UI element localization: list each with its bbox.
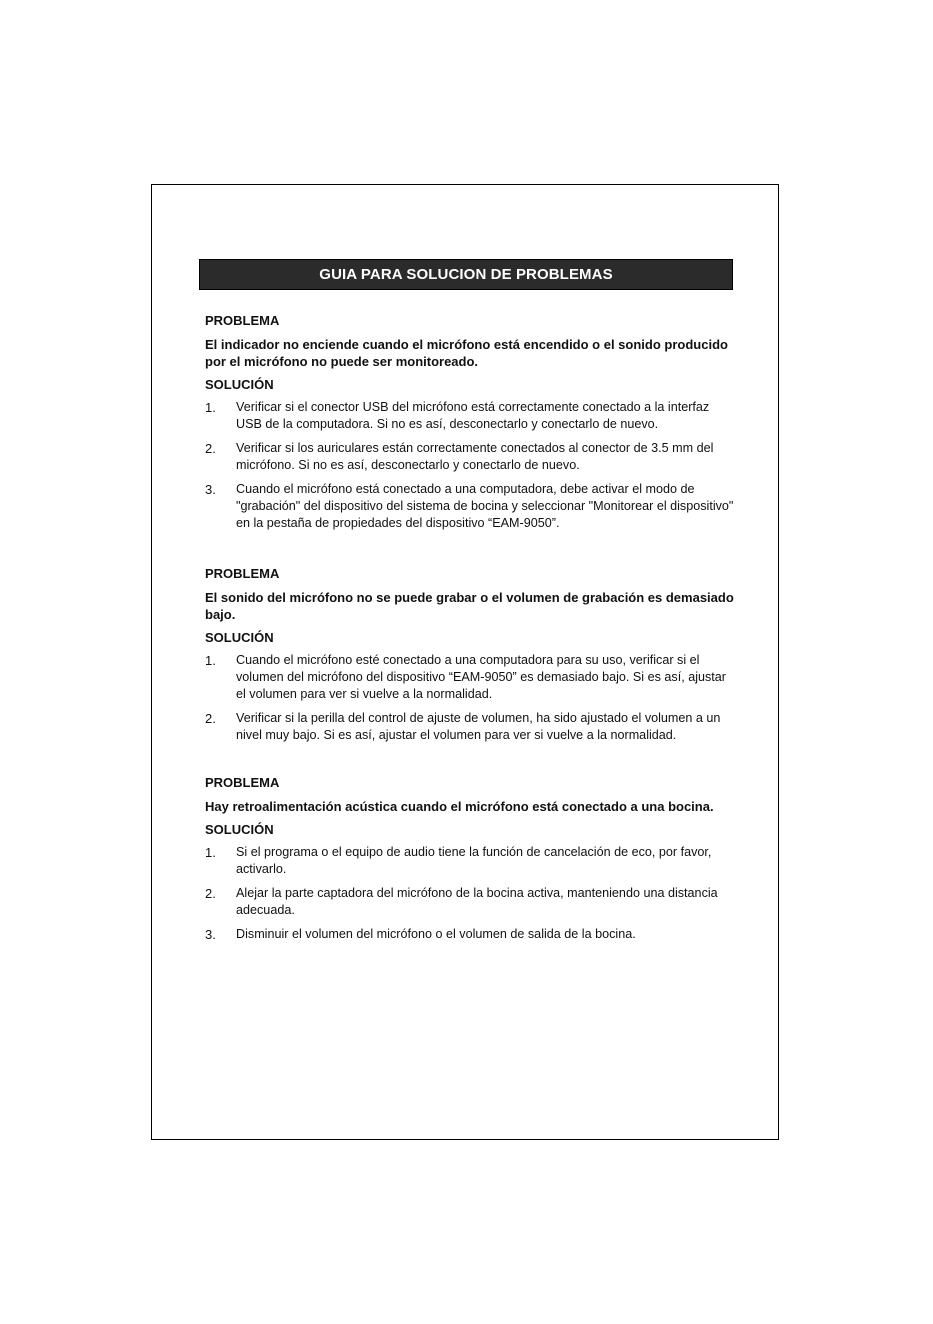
step-text: Si el programa o el equipo de audio tiene la función de cancelación de eco, por favor, activarlo.	[236, 845, 712, 876]
step-text: Alejar la parte captadora del micrófono de la bocina activa, manteniendo una distancia adecuada.	[236, 886, 718, 917]
solution-step	[205, 844, 737, 878]
step-number: 2.	[205, 441, 216, 456]
step-number: 1.	[205, 400, 216, 415]
step-text: Cuando el micrófono esté conectado a una computadora para su uso, verificar si el volumen del micrófono del dispositivo “EAM-9050” es demasiado bajo. Si es así, ajustar el volumen para ver si vuelve a la normalidad.	[236, 653, 727, 701]
solution-step	[205, 652, 737, 703]
problem-label: PROBLEMA	[205, 313, 280, 328]
step-text: Verificar si los auriculares están correctamente conectados al conector de 3.5 mm del micrófono. Si no es así, desconectarlo y conectarlo de nuevo.	[236, 441, 714, 472]
solution-steps	[205, 399, 737, 532]
step-text: Verificar si la perilla del control de ajuste de volumen, ha sido ajustado el volumen a un nivel muy bajo. Si es así, ajustar el volumen para ver si vuelve a la normalidad.	[236, 711, 721, 742]
solution-label: SOLUCIÓN	[205, 822, 274, 837]
step-number: 1.	[205, 845, 216, 860]
solution-steps	[205, 844, 737, 943]
troubleshooting-content	[205, 312, 737, 950]
solution-step	[205, 926, 737, 943]
solution-label: SOLUCIÓN	[205, 377, 274, 392]
step-number: 3.	[205, 927, 216, 942]
step-text: Verificar si el conector USB del micrófono está correctamente conectado a la interfaz USB de la computadora. Si no es así, desconectarlo y conectarlo de nuevo.	[236, 400, 710, 431]
step-number: 2.	[205, 886, 216, 901]
solution-step	[205, 885, 737, 919]
step-number: 3.	[205, 482, 216, 497]
problem-section	[205, 312, 737, 532]
problem-description: El indicador no enciende cuando el micrófono está encendido o el sonido producido por el micrófono no puede ser monitoreado.	[205, 337, 728, 369]
solution-step	[205, 710, 737, 744]
problem-description: Hay retroalimentación acústica cuando el micrófono está conectado a una bocina.	[205, 799, 714, 814]
solution-steps	[205, 652, 737, 744]
problem-section	[205, 565, 737, 744]
problem-label: PROBLEMA	[205, 566, 280, 581]
solution-step	[205, 481, 737, 532]
solution-label: SOLUCIÓN	[205, 630, 274, 645]
step-text: Cuando el micrófono está conectado a una computadora, debe activar el modo de "grabación" del dispositivo del sistema de bocina y seleccionar "Monitorear el dispositivo" en la pestaña de propiedades del dispositivo “EAM-9050”.	[236, 482, 734, 530]
page-title	[199, 259, 733, 290]
solution-step	[205, 440, 737, 474]
solution-step	[205, 399, 737, 433]
step-number: 2.	[205, 711, 216, 726]
step-number: 1.	[205, 653, 216, 668]
problem-section	[205, 774, 737, 943]
step-text: Disminuir el volumen del micrófono o el volumen de salida de la bocina.	[236, 927, 636, 941]
problem-label: PROBLEMA	[205, 775, 280, 790]
problem-description: El sonido del micrófono no se puede grabar o el volumen de grabación es demasiado bajo.	[205, 590, 734, 622]
page-title-text: GUIA PARA SOLUCION DE PROBLEMAS	[319, 266, 613, 283]
